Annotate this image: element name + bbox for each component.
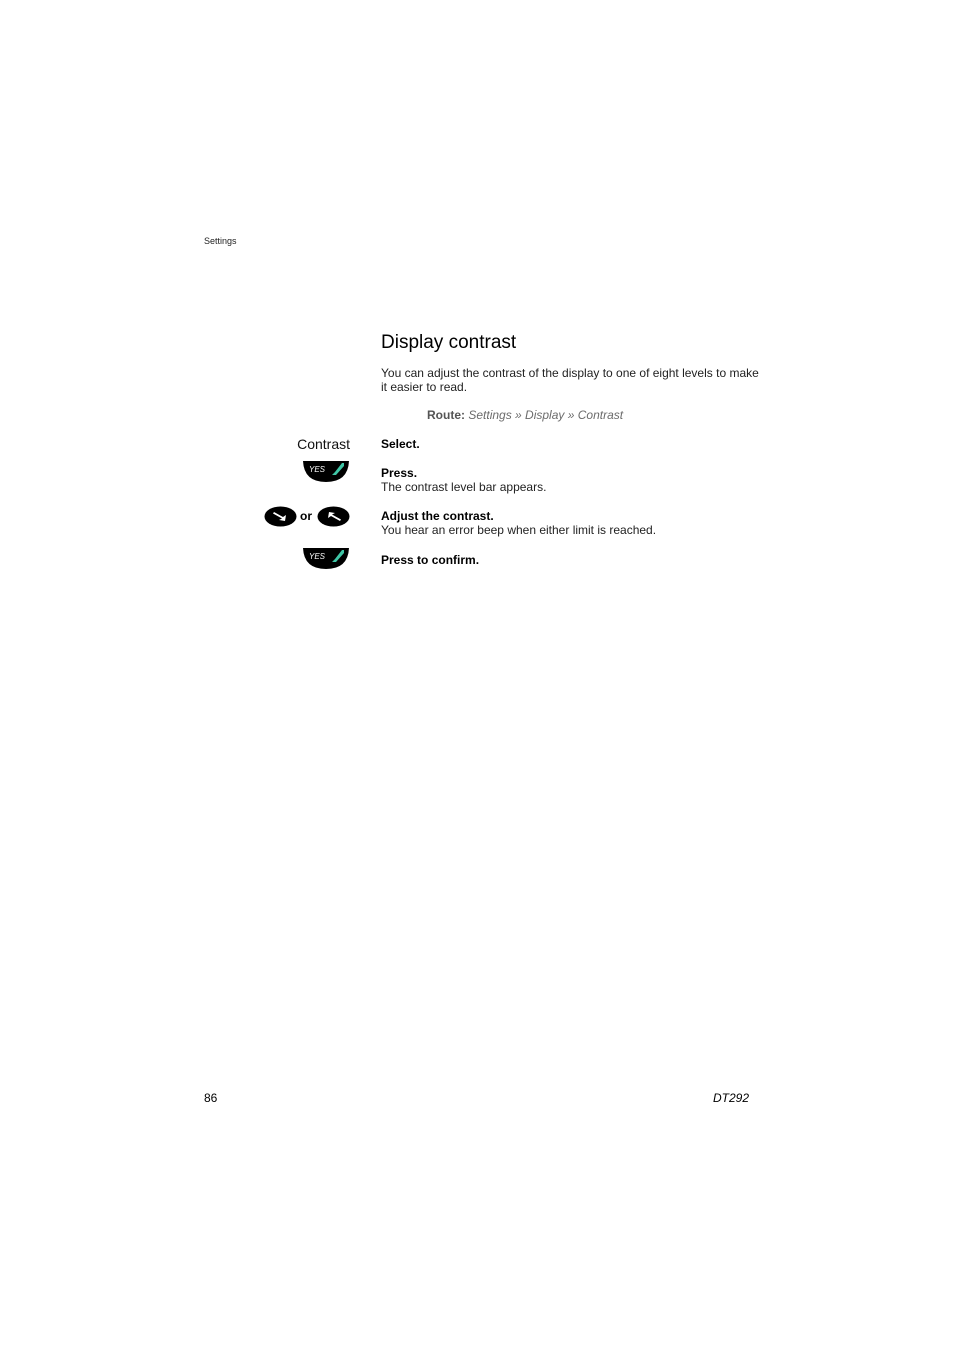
running-header: Settings xyxy=(204,236,237,246)
yes-key-icon xyxy=(302,460,350,483)
step-action: Select. xyxy=(381,437,420,451)
up-arrow-key-icon xyxy=(317,506,350,527)
intro-paragraph: You can adjust the contrast of the display to one of eight levels to make it easier to read. xyxy=(381,366,759,394)
route-label: Route: xyxy=(427,408,465,422)
step-confirm xyxy=(381,553,479,567)
route-line xyxy=(427,408,623,422)
step-detail: You hear an error beep when either limit is reached. xyxy=(381,523,657,537)
step-action: Adjust the contrast. xyxy=(381,509,494,523)
contrast-menu-label: Contrast xyxy=(297,436,350,452)
model-name: DT292 xyxy=(712,1091,749,1105)
step-press xyxy=(381,466,546,494)
yes-key-icon xyxy=(302,547,350,570)
step-action: Press to confirm. xyxy=(381,553,480,567)
page-title: Display contrast xyxy=(381,332,517,353)
yes-key-text: YES xyxy=(309,552,326,561)
step-select xyxy=(381,437,420,451)
step-action: Press. xyxy=(381,466,418,480)
route-path: Settings » Display » Contrast xyxy=(468,408,624,422)
step-adjust xyxy=(381,509,656,537)
navigation-keys xyxy=(264,506,350,527)
or-connector: or xyxy=(300,509,312,523)
yes-key-text: YES xyxy=(309,465,326,474)
down-arrow-key-icon xyxy=(264,506,297,527)
page-number: 86 xyxy=(204,1091,218,1105)
step-detail: The contrast level bar appears. xyxy=(381,480,547,494)
